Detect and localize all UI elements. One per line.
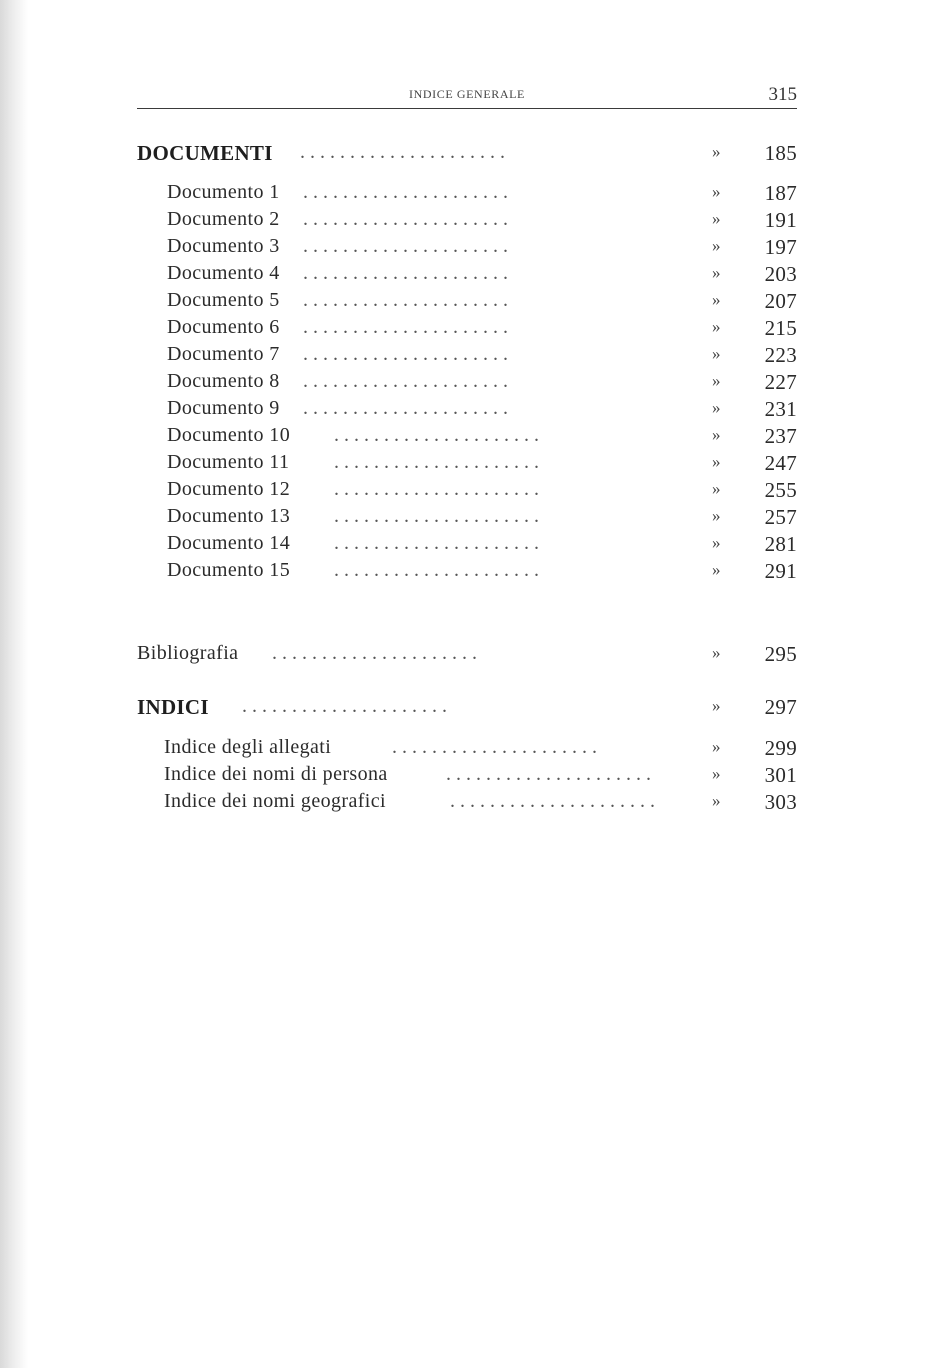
dot-leader: . . . . . . . . . . . . . . . . . . . . . <box>242 695 447 717</box>
toc-label: Documento 14 <box>167 532 291 554</box>
ref-marker: » <box>712 737 721 756</box>
toc-page-number: 291 <box>764 559 797 583</box>
toc-label: Indice dei nomi geografici <box>164 790 386 812</box>
toc-entry-indice-allegati <box>0 736 945 763</box>
ref-marker: » <box>712 452 721 471</box>
toc-label: Documento 10 <box>167 424 291 446</box>
dot-leader: . . . . . . . . . . . . . . . . . . . . . <box>272 642 477 664</box>
dot-leader: . . . . . . . . . . . . . . . . . . . . . <box>303 181 508 203</box>
running-title: INDICE GENERALE <box>409 87 525 101</box>
ref-marker: » <box>712 764 721 783</box>
toc-page-number: 227 <box>764 370 797 394</box>
toc-label: Documento 6 <box>167 316 280 338</box>
toc-page-number: 297 <box>764 695 797 719</box>
toc-entry-documento-14 <box>0 532 945 559</box>
toc-entry-documento-10 <box>0 424 945 451</box>
ref-marker: » <box>712 533 721 552</box>
toc-label: Documento 3 <box>167 235 280 257</box>
toc-page-number: 257 <box>764 505 797 529</box>
toc-page-number: 247 <box>764 451 797 475</box>
toc-page-number: 301 <box>764 763 797 787</box>
toc-entry-documento-2 <box>0 208 945 235</box>
toc-label: Documento 4 <box>167 262 280 284</box>
toc-entry-documento-1 <box>0 181 945 208</box>
toc-label: Documento 7 <box>167 343 280 365</box>
dot-leader: . . . . . . . . . . . . . . . . . . . . . <box>303 370 508 392</box>
dot-leader: . . . . . . . . . . . . . . . . . . . . . <box>334 451 539 473</box>
toc-entry-documenti <box>0 141 945 168</box>
dot-leader: . . . . . . . . . . . . . . . . . . . . . <box>303 316 508 338</box>
ref-marker: » <box>712 506 721 525</box>
dot-leader: . . . . . . . . . . . . . . . . . . . . . <box>334 505 539 527</box>
ref-marker: » <box>712 560 721 579</box>
toc-page-number: 185 <box>764 141 797 165</box>
toc-entry-documento-3 <box>0 235 945 262</box>
toc-entry-bibliografia <box>0 642 945 669</box>
toc-entry-indice-persona <box>0 763 945 790</box>
toc-entry-documento-8 <box>0 370 945 397</box>
toc-entry-documento-11 <box>0 451 945 478</box>
ref-marker: » <box>712 182 721 201</box>
dot-leader: . . . . . . . . . . . . . . . . . . . . . <box>334 478 539 500</box>
toc-label: Documento 12 <box>167 478 291 500</box>
toc-label: Documento 13 <box>167 505 291 527</box>
toc-label: Indice degli allegati <box>164 736 332 758</box>
toc-entry-indici <box>0 695 945 722</box>
toc-label: Documento 2 <box>167 208 280 230</box>
dot-leader: . . . . . . . . . . . . . . . . . . . . . <box>303 289 508 311</box>
toc-page-number: 187 <box>764 181 797 205</box>
ref-marker: » <box>712 479 721 498</box>
ref-marker: » <box>712 317 721 336</box>
toc-entry-documento-12 <box>0 478 945 505</box>
toc-page-number: 197 <box>764 235 797 259</box>
dot-leader: . . . . . . . . . . . . . . . . . . . . . <box>334 532 539 554</box>
toc-label: Documento 9 <box>167 397 280 419</box>
dot-leader: . . . . . . . . . . . . . . . . . . . . . <box>392 736 597 758</box>
dot-leader: . . . . . . . . . . . . . . . . . . . . . <box>303 397 508 419</box>
toc-entry-documento-7 <box>0 343 945 370</box>
toc-page-number: 231 <box>764 397 797 421</box>
toc-page-number: 207 <box>764 289 797 313</box>
ref-marker: » <box>712 263 721 282</box>
ref-marker: » <box>712 290 721 309</box>
page-number: 315 <box>768 84 797 105</box>
toc-entry-documento-4 <box>0 262 945 289</box>
ref-marker: » <box>712 371 721 390</box>
dot-leader: . . . . . . . . . . . . . . . . . . . . . <box>303 235 508 257</box>
ref-marker: » <box>712 425 721 444</box>
ref-marker: » <box>712 209 721 228</box>
toc-label: Documento 5 <box>167 289 280 311</box>
toc-page-number: 281 <box>764 532 797 556</box>
toc-heading: INDICI <box>137 695 209 719</box>
ref-marker: » <box>712 398 721 417</box>
toc-page-number: 223 <box>764 343 797 367</box>
toc-page-number: 237 <box>764 424 797 448</box>
dot-leader: . . . . . . . . . . . . . . . . . . . . . <box>303 262 508 284</box>
dot-leader: . . . . . . . . . . . . . . . . . . . . . <box>446 763 651 785</box>
toc-page-number: 303 <box>764 790 797 814</box>
toc-heading: DOCUMENTI <box>137 141 273 165</box>
ref-marker: » <box>712 344 721 363</box>
toc-entry-indice-geografici <box>0 790 945 817</box>
dot-leader: . . . . . . . . . . . . . . . . . . . . . <box>334 559 539 581</box>
toc-page-number: 299 <box>764 736 797 760</box>
dot-leader: . . . . . . . . . . . . . . . . . . . . . <box>450 790 655 812</box>
ref-marker: » <box>712 643 721 662</box>
ref-marker: » <box>712 142 721 161</box>
dot-leader: . . . . . . . . . . . . . . . . . . . . . <box>334 424 539 446</box>
toc-page-number: 215 <box>764 316 797 340</box>
dot-leader: . . . . . . . . . . . . . . . . . . . . . <box>303 208 508 230</box>
toc-label: Documento 15 <box>167 559 291 581</box>
toc-label: Documento 8 <box>167 370 280 392</box>
dot-leader: . . . . . . . . . . . . . . . . . . . . . <box>300 141 505 163</box>
ref-marker: » <box>712 696 721 715</box>
toc-page-number: 255 <box>764 478 797 502</box>
ref-marker: » <box>712 791 721 810</box>
toc-label: Documento 1 <box>167 181 280 203</box>
ref-marker: » <box>712 236 721 255</box>
toc-entry-documento-15 <box>0 559 945 586</box>
toc-label: Indice dei nomi di persona <box>164 763 388 785</box>
toc-entry-documento-6 <box>0 316 945 343</box>
toc-page-number: 295 <box>764 642 797 666</box>
dot-leader: . . . . . . . . . . . . . . . . . . . . . <box>303 343 508 365</box>
toc-entry-documento-5 <box>0 289 945 316</box>
toc-page-number: 191 <box>764 208 797 232</box>
toc-page-number: 203 <box>764 262 797 286</box>
toc-label: Bibliografia <box>137 642 239 664</box>
toc-entry-documento-9 <box>0 397 945 424</box>
toc-label: Documento 11 <box>167 451 290 473</box>
toc-entry-documento-13 <box>0 505 945 532</box>
running-head <box>137 84 797 109</box>
